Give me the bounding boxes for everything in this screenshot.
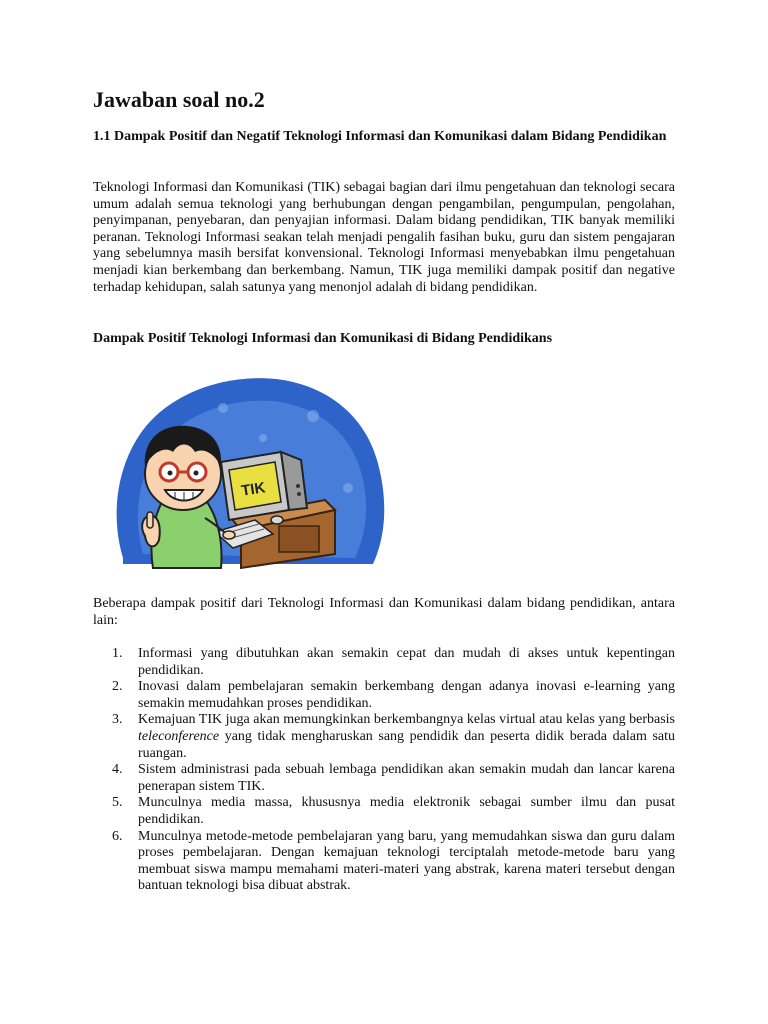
- list-item-text: Munculnya media massa, khususnya media elektronik sebagai sumber ilmu dan pusat pendidikan.: [138, 795, 675, 827]
- list-item-number: 6.: [112, 828, 123, 844]
- list-item: [93, 712, 675, 762]
- list-item-number: 4.: [112, 762, 123, 778]
- list-item-text-end: yang tidak mengharuskan sang pendidik dan peserta didik berada dalam satu ruangan.: [138, 728, 675, 761]
- list-item-text: Inovasi dalam pembelajaran semakin berkembang dengan adanya inovasi e-learning yang semakin memudahkan proses pendidikan.: [138, 679, 675, 711]
- positive-impact-heading: Dampak Positif Teknologi Informasi dan Komunikasi di Bidang Pendidikans: [93, 331, 553, 346]
- list-item-number: 5.: [112, 795, 123, 811]
- list-item-text: Sistem administrasi pada sebuah lembaga pendidikan akan semakin mudah dan lancar karena penerapan sistem TIK.: [138, 762, 675, 794]
- section-subtitle: 1.1 Dampak Positif dan Negatif Teknologi Informasi dan Komunikasi dalam Bidang Pendidikan: [93, 129, 667, 144]
- intro-paragraph: Teknologi Informasi dan Komunikasi (TIK) sebagai bagian dari ilmu pengetahuan dan teknologi secara umum adalah semua teknologi yang berhubungan dengan pengambilan, pengumpulan, pengolahan, penyimpanan, penyebaran, dan penyajian informasi. Dalam bidang pendidikan, TIK banyak memiliki peranan. Teknologi Informasi seakan telah menjadi pengalih fasihan buku, guru dan sistem pengajaran yang sebelumnya masih bersifat konvensional. Teknologi Informasi menyebabkan ilmu pengetahuan menjadi kian berkembang dan berkembang. Namun, TIK juga memiliki dampak positif dan negative terhadap kehidupan, salah satunya yang menonjol adalah di bidang pendidikan.: [93, 180, 675, 295]
- illustration-svg: [103, 368, 393, 578]
- list-item: [93, 829, 675, 895]
- computer-monitor: [221, 452, 307, 520]
- list-item-text: Informasi yang dibutuhkan akan semakin cepat dan mudah di akses untuk kepentingan pendidikan.: [138, 646, 675, 678]
- list-item-italic-term: teleconference: [138, 728, 220, 744]
- list-item-number: 3.: [112, 712, 123, 728]
- computer-mouse: [271, 516, 283, 524]
- benefit-list: [93, 646, 675, 895]
- list-item-text-start: Kemajuan TIK juga akan memungkinkan berkembangnya kelas virtual atau kelas yang berbasis: [138, 712, 675, 728]
- list-item: [93, 646, 675, 679]
- list-item-number: 2.: [112, 679, 123, 695]
- list-intro-paragraph: Beberapa dampak positif dari Teknologi Informasi dan Komunikasi dalam bidang pendidikan, antara lain:: [93, 596, 675, 628]
- page-title: Jawaban soal no.2: [93, 87, 265, 112]
- monitor-screen-text: TIK: [240, 479, 267, 500]
- list-item-text: [138, 712, 675, 762]
- list-item-text: Munculnya metode-metode pembelajaran yang baru, yang memudahkan siswa dan guru dalam proses pembelajaran. Dengan kemajuan teknologi terciptalah metode-metode baru yang membuat siswa mampu memahami materi-materi yang abstrak, karena materi tersebut dengan bantuan teknologi bisa dibuat abstrak.: [138, 828, 675, 894]
- list-item: [93, 795, 675, 828]
- list-item-number: 1.: [112, 646, 123, 661]
- list-item: [93, 762, 675, 795]
- student-computer-illustration: [103, 368, 393, 578]
- list-item: [93, 679, 675, 712]
